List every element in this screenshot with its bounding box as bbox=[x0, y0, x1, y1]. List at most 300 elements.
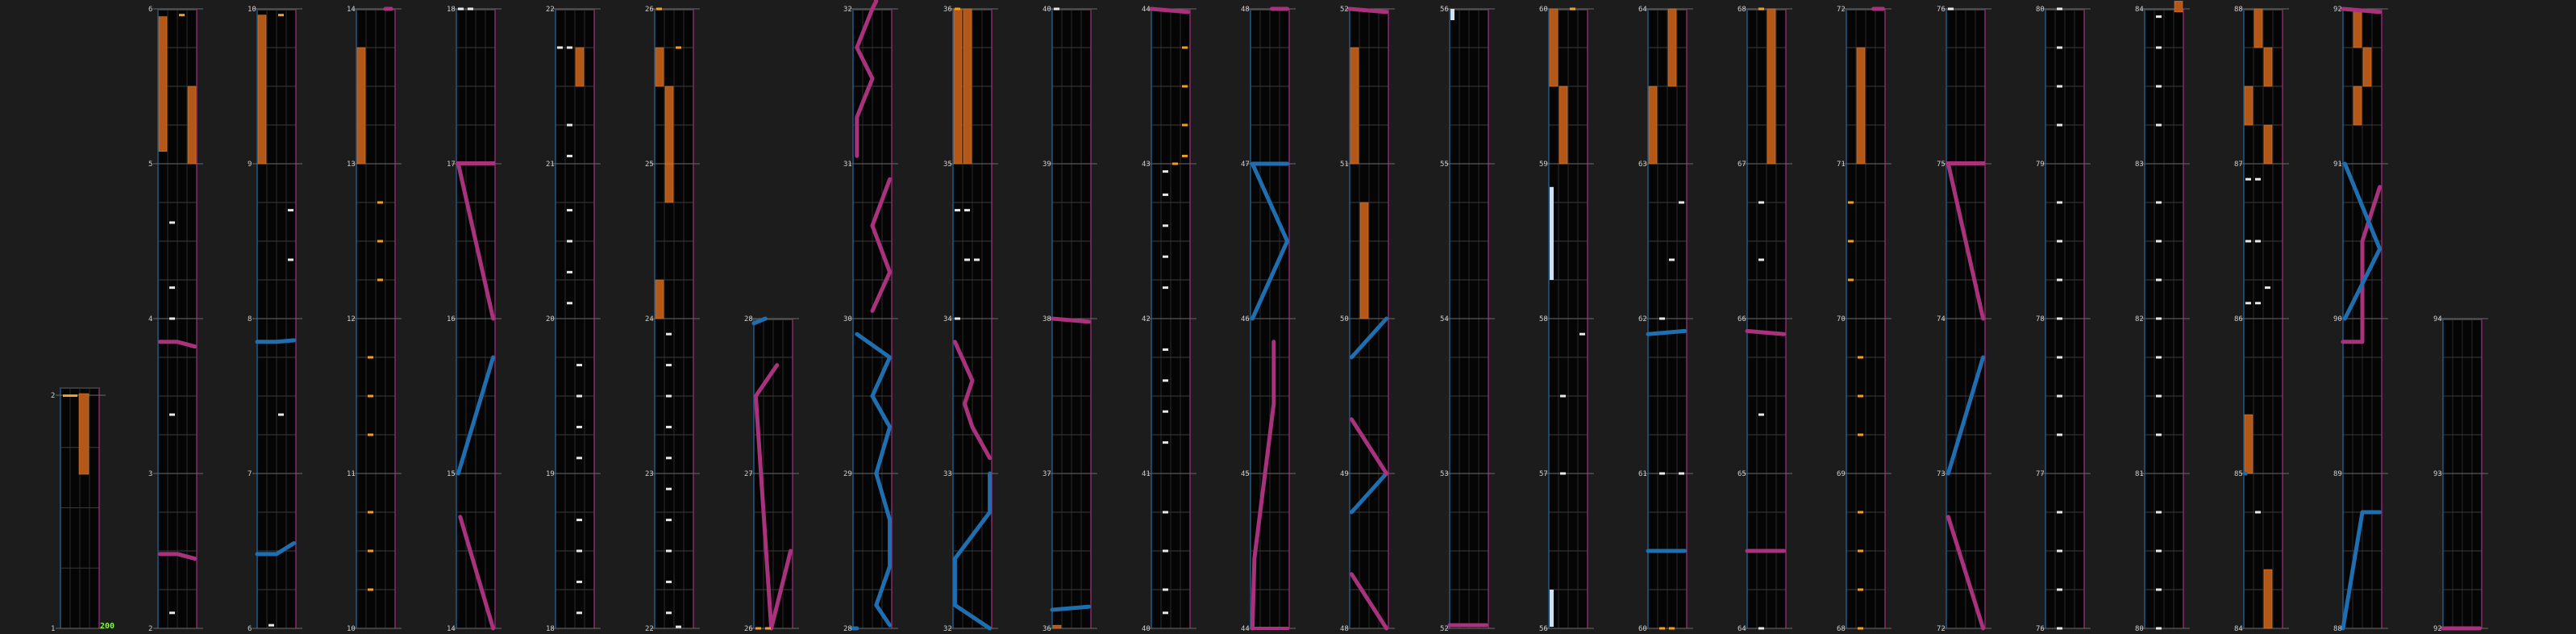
tap-note bbox=[368, 511, 373, 514]
tap-note bbox=[1579, 333, 1585, 336]
tap-note bbox=[2156, 550, 2162, 553]
tap-note bbox=[676, 626, 681, 628]
measure-number: 37 bbox=[1042, 470, 1051, 478]
hold-note bbox=[665, 164, 673, 202]
tap-note bbox=[1570, 8, 1575, 10]
tap-note bbox=[567, 155, 572, 157]
measure-number: 80 bbox=[2036, 6, 2045, 14]
lane-column bbox=[749, 319, 799, 628]
tap-note bbox=[2057, 8, 2062, 10]
tap-note bbox=[2057, 124, 2062, 127]
measure-number: 23 bbox=[645, 470, 654, 478]
tap-note bbox=[278, 414, 284, 416]
tap-note bbox=[2057, 47, 2062, 49]
tap-note bbox=[2156, 202, 2162, 204]
tap-note bbox=[2057, 589, 2062, 591]
tap-note bbox=[1858, 434, 1863, 436]
measure-number: 17 bbox=[447, 161, 456, 169]
lane-top-edge bbox=[60, 387, 99, 389]
tap-note bbox=[1054, 8, 1059, 10]
measure-number: 63 bbox=[1638, 161, 1647, 169]
hold-note bbox=[2254, 9, 2262, 48]
measure-number: 40 bbox=[1142, 625, 1151, 633]
measure-number: 10 bbox=[347, 625, 356, 633]
measure-number: 71 bbox=[1837, 161, 1846, 169]
tap-note bbox=[2156, 511, 2162, 514]
measure-number: 69 bbox=[1837, 470, 1846, 478]
measure-number: 57 bbox=[1539, 470, 1548, 478]
tap-note bbox=[666, 581, 672, 583]
measure-number: 2 bbox=[148, 625, 153, 633]
hold-note bbox=[1350, 48, 1359, 164]
measure-number: 8 bbox=[248, 315, 252, 323]
tap-note bbox=[1758, 259, 1764, 261]
tap-note bbox=[955, 318, 960, 320]
measure-number: 66 bbox=[1737, 315, 1746, 323]
tap-note bbox=[576, 550, 582, 553]
lane-column bbox=[1445, 9, 1495, 628]
tap-note bbox=[2255, 511, 2261, 514]
tap-note bbox=[666, 395, 672, 398]
tap-note bbox=[567, 47, 572, 49]
measure-number: 68 bbox=[1837, 625, 1846, 633]
tap-note bbox=[666, 457, 672, 459]
hold-note bbox=[1053, 625, 1061, 628]
measure-number: 82 bbox=[2135, 315, 2144, 323]
tap-note bbox=[576, 426, 582, 428]
tap-note bbox=[666, 364, 672, 366]
measure-number: 93 bbox=[2433, 470, 2442, 478]
measure-number: 43 bbox=[1142, 161, 1151, 169]
measure-number: 39 bbox=[1042, 161, 1051, 169]
hold-note bbox=[2264, 125, 2272, 164]
measure-number: 26 bbox=[645, 6, 654, 14]
lane-column bbox=[2438, 319, 2488, 628]
tap-note bbox=[974, 259, 980, 261]
measure-number: 67 bbox=[1737, 161, 1746, 169]
tap-note bbox=[368, 357, 373, 359]
tap-note bbox=[576, 611, 582, 614]
lane-column bbox=[2041, 9, 2091, 628]
hold-note bbox=[1559, 86, 1567, 164]
measure-number: 94 bbox=[2433, 315, 2442, 323]
tap-note bbox=[576, 581, 582, 583]
measure-number: 12 bbox=[347, 315, 356, 323]
tap-note bbox=[1560, 473, 1566, 475]
hold-note bbox=[1360, 202, 1368, 319]
tap-note bbox=[1679, 473, 1684, 475]
lane-column bbox=[1544, 9, 1594, 628]
tap-note bbox=[964, 259, 970, 261]
tap-note bbox=[676, 47, 681, 49]
measure-number: 28 bbox=[744, 315, 753, 323]
long-note bbox=[1550, 187, 1554, 280]
tap-note bbox=[2057, 628, 2062, 630]
tap-note bbox=[169, 286, 175, 289]
hold-note bbox=[963, 9, 972, 164]
tap-note bbox=[2156, 47, 2162, 49]
measure-number: 54 bbox=[1440, 315, 1449, 323]
measure-number: 88 bbox=[2234, 6, 2243, 14]
hold-note bbox=[357, 48, 365, 164]
measure-number: 85 bbox=[2234, 470, 2243, 478]
tap-note bbox=[1163, 611, 1168, 614]
tap-note bbox=[2057, 202, 2062, 204]
tap-note bbox=[1163, 441, 1168, 444]
measure-number: 80 bbox=[2135, 625, 2144, 633]
hold-note bbox=[159, 17, 167, 152]
tap-note bbox=[964, 209, 970, 211]
measure-number: 7 bbox=[248, 470, 252, 478]
measure-number: 49 bbox=[1340, 470, 1349, 478]
measure-number: 90 bbox=[2333, 315, 2342, 323]
measure-number: 51 bbox=[1340, 161, 1349, 169]
tap-note bbox=[1163, 256, 1168, 258]
tap-note bbox=[2156, 240, 2162, 243]
tap-note bbox=[1163, 411, 1168, 413]
measure-number: 42 bbox=[1142, 315, 1151, 323]
measure-number: 74 bbox=[1937, 315, 1946, 323]
slide-path bbox=[1946, 161, 1985, 165]
measure-number: 62 bbox=[1638, 315, 1647, 323]
measure-number: 29 bbox=[843, 470, 852, 478]
tap-note bbox=[666, 426, 672, 428]
tap-note bbox=[1659, 318, 1665, 320]
measure-number: 87 bbox=[2234, 161, 2243, 169]
tap-note bbox=[1858, 550, 1863, 553]
hold-note bbox=[2353, 9, 2362, 48]
measure-number: 35 bbox=[943, 161, 952, 169]
tap-note bbox=[288, 209, 293, 211]
tap-note bbox=[1858, 511, 1863, 514]
tap-note bbox=[1560, 395, 1566, 398]
hold-note bbox=[2245, 86, 2253, 125]
slide-path bbox=[1251, 627, 1289, 630]
tap-note bbox=[1948, 8, 1954, 10]
measure-number: 81 bbox=[2135, 470, 2144, 478]
tap-note bbox=[1858, 628, 1863, 630]
measure-number: 58 bbox=[1539, 315, 1548, 323]
measure-number: 76 bbox=[2036, 625, 2045, 633]
measure-number: 92 bbox=[2333, 6, 2342, 14]
hold-note bbox=[2245, 415, 2253, 473]
tap-note bbox=[1758, 414, 1764, 416]
tap-note bbox=[2057, 318, 2062, 320]
tap-note bbox=[666, 611, 672, 614]
measure-number: 88 bbox=[2333, 625, 2342, 633]
measure-number: 56 bbox=[1539, 625, 1548, 633]
tap-note bbox=[2156, 279, 2162, 282]
lane-column bbox=[551, 9, 601, 628]
tap-note bbox=[1848, 240, 1854, 243]
tap-note bbox=[468, 8, 473, 10]
measure-number: 2 bbox=[51, 392, 56, 400]
measure-number: 64 bbox=[1638, 6, 1647, 14]
hold-note bbox=[2264, 569, 2272, 628]
measure-number: 55 bbox=[1440, 161, 1449, 169]
measure-number: 33 bbox=[943, 470, 952, 478]
measure-number: 22 bbox=[546, 6, 555, 14]
tap-note bbox=[1679, 202, 1684, 204]
measure-number: 10 bbox=[248, 6, 256, 14]
measure-number: 48 bbox=[1241, 6, 1250, 14]
tap-note bbox=[1163, 170, 1168, 173]
tap-note bbox=[1163, 194, 1168, 196]
tap-note bbox=[2245, 302, 2251, 304]
measure-number: 32 bbox=[943, 625, 952, 633]
hold-note bbox=[1857, 48, 1865, 164]
measure-number: 68 bbox=[1737, 6, 1746, 14]
tap-note bbox=[2156, 589, 2162, 591]
tap-note bbox=[2156, 124, 2162, 127]
tap-note bbox=[2057, 511, 2062, 514]
measure-number: 36 bbox=[1042, 625, 1051, 633]
measure-number: 40 bbox=[1042, 6, 1051, 14]
measure-number: 65 bbox=[1737, 470, 1746, 478]
tap-note bbox=[2156, 434, 2162, 436]
tap-note bbox=[765, 628, 771, 630]
tap-note bbox=[179, 14, 185, 16]
slide-path bbox=[456, 161, 495, 165]
measure-number: 61 bbox=[1638, 470, 1647, 478]
tap-note bbox=[2156, 357, 2162, 359]
lane-column bbox=[1841, 9, 1891, 628]
tap-note bbox=[1172, 163, 1178, 165]
measure-number: 44 bbox=[1241, 625, 1250, 633]
tap-note bbox=[377, 202, 383, 204]
tap-note bbox=[576, 364, 582, 366]
measure-number: 89 bbox=[2333, 470, 2342, 478]
hold-note bbox=[188, 86, 196, 164]
tap-note bbox=[1163, 589, 1168, 591]
measure-number: 41 bbox=[1142, 470, 1151, 478]
measure-number: 48 bbox=[1340, 625, 1349, 633]
tap-note bbox=[567, 271, 572, 273]
measure-number: 19 bbox=[546, 470, 555, 478]
tap-note bbox=[567, 240, 572, 243]
tap-note bbox=[2156, 395, 2162, 398]
hold-note bbox=[1767, 9, 1775, 164]
measure-number: 75 bbox=[1937, 161, 1946, 169]
tap-note bbox=[1163, 511, 1168, 514]
measure-number: 31 bbox=[843, 161, 852, 169]
tap-note bbox=[2245, 240, 2251, 243]
measure-number: 50 bbox=[1340, 315, 1349, 323]
tap-note bbox=[1182, 155, 1188, 157]
measure-number: 28 bbox=[843, 625, 852, 633]
measure-number: 38 bbox=[1042, 315, 1051, 323]
measure-number: 47 bbox=[1241, 161, 1250, 169]
tap-note bbox=[666, 519, 672, 521]
measure-number: 76 bbox=[1937, 6, 1946, 14]
tap-note bbox=[368, 395, 373, 398]
measure-number: 14 bbox=[447, 625, 456, 633]
tap-note bbox=[1858, 395, 1863, 398]
measure-number: 46 bbox=[1241, 315, 1250, 323]
tap-note bbox=[169, 318, 175, 320]
tap-note bbox=[2156, 318, 2162, 320]
measure-number: 56 bbox=[1440, 6, 1449, 14]
measure-number: 53 bbox=[1440, 470, 1449, 478]
tap-note bbox=[666, 333, 672, 336]
tap-note bbox=[955, 8, 960, 10]
measure-number: 16 bbox=[447, 315, 456, 323]
tap-note bbox=[1659, 628, 1665, 630]
measure-number: 36 bbox=[943, 6, 952, 14]
hold-note bbox=[1668, 9, 1676, 86]
tap-note bbox=[1858, 357, 1863, 359]
measure-number: 91 bbox=[2333, 161, 2342, 169]
tap-note bbox=[755, 628, 761, 630]
tap-note bbox=[368, 589, 373, 591]
tap-note bbox=[1163, 286, 1168, 289]
measure-number: 73 bbox=[1937, 470, 1946, 478]
measure-number: 45 bbox=[1241, 470, 1250, 478]
tap-note bbox=[1758, 202, 1764, 204]
tap-note bbox=[377, 240, 383, 243]
tap-note bbox=[1182, 124, 1188, 127]
measure-number: 27 bbox=[744, 470, 753, 478]
slide-path bbox=[257, 340, 294, 342]
tap-note bbox=[576, 395, 582, 398]
measure-number: 64 bbox=[1737, 625, 1746, 633]
measure-number: 3 bbox=[148, 470, 153, 478]
measure-number: 77 bbox=[2036, 470, 2045, 478]
tap-note bbox=[1858, 589, 1863, 591]
tap-note bbox=[2255, 178, 2261, 181]
measure-number: 25 bbox=[645, 161, 654, 169]
measure-number: 13 bbox=[347, 161, 356, 169]
measure-number: 60 bbox=[1638, 625, 1647, 633]
tap-note bbox=[2156, 15, 2162, 18]
measure-number: 20 bbox=[546, 315, 555, 323]
measure-number: 72 bbox=[1937, 625, 1946, 633]
hold-note bbox=[954, 9, 962, 164]
measure-number: 4 bbox=[148, 315, 153, 323]
tap-note bbox=[557, 47, 563, 49]
measure-number: 5 bbox=[148, 161, 153, 169]
hold-note bbox=[2363, 48, 2371, 86]
measure-number: 52 bbox=[1340, 6, 1349, 14]
measure-number: 9 bbox=[248, 161, 252, 169]
measure-number: 34 bbox=[943, 315, 952, 323]
measure-number: 84 bbox=[2234, 625, 2243, 633]
tap-note bbox=[1163, 348, 1168, 351]
measure-number: 86 bbox=[2234, 315, 2243, 323]
tap-note bbox=[567, 124, 572, 127]
tap-note bbox=[576, 519, 582, 521]
tap-note bbox=[1758, 628, 1764, 630]
measure-number: 32 bbox=[843, 6, 852, 14]
tap-note bbox=[2156, 628, 2162, 630]
tap-note bbox=[666, 550, 672, 553]
measure-number: 21 bbox=[546, 161, 555, 169]
measure-number: 44 bbox=[1142, 6, 1151, 14]
tap-note bbox=[63, 394, 77, 397]
measure-number: 79 bbox=[2036, 161, 2045, 169]
tap-note bbox=[2255, 240, 2261, 243]
measure-number: 14 bbox=[347, 6, 356, 14]
measure-number: 6 bbox=[248, 625, 252, 633]
tap-note bbox=[576, 457, 582, 459]
tap-note bbox=[1669, 259, 1675, 261]
tap-note bbox=[288, 259, 293, 261]
measure-number: 15 bbox=[447, 470, 456, 478]
measure-number: 26 bbox=[744, 625, 753, 633]
measure-number: 83 bbox=[2135, 161, 2144, 169]
measure-number: 24 bbox=[645, 315, 654, 323]
tap-note bbox=[377, 279, 383, 282]
hold-note bbox=[2353, 86, 2362, 125]
tap-note bbox=[2057, 395, 2062, 398]
long-note bbox=[1550, 590, 1554, 627]
tap-note bbox=[1659, 473, 1665, 475]
tap-note bbox=[278, 14, 284, 16]
tap-note bbox=[2057, 240, 2062, 243]
measure-number: 22 bbox=[645, 625, 654, 633]
tap-note bbox=[1163, 550, 1168, 553]
tap-note bbox=[2057, 86, 2062, 88]
tap-note bbox=[1848, 202, 1854, 204]
tap-note bbox=[1163, 224, 1168, 227]
tap-note bbox=[2057, 357, 2062, 359]
measure-number: 11 bbox=[347, 470, 356, 478]
measure-number: 18 bbox=[447, 6, 456, 14]
measure-number: 84 bbox=[2135, 6, 2144, 14]
hold-note bbox=[1649, 86, 1657, 164]
tap-note bbox=[458, 8, 464, 10]
tap-note bbox=[2156, 86, 2162, 88]
tap-note bbox=[1669, 628, 1675, 630]
tap-note bbox=[368, 550, 373, 553]
measure-number: 52 bbox=[1440, 625, 1449, 633]
tap-note bbox=[169, 611, 175, 614]
hold-note bbox=[2174, 1, 2183, 11]
hold-note bbox=[655, 280, 664, 319]
tap-note bbox=[169, 414, 175, 416]
measure-number: 59 bbox=[1539, 161, 1548, 169]
measure-number: 1 bbox=[51, 625, 56, 633]
tap-note bbox=[169, 221, 175, 223]
tap-note bbox=[2057, 279, 2062, 282]
combo-counter: 200 bbox=[100, 622, 115, 631]
hold-note bbox=[665, 86, 673, 164]
tap-note bbox=[2255, 302, 2261, 304]
measure-number: 92 bbox=[2433, 625, 2442, 633]
tap-note bbox=[567, 209, 572, 211]
lane-column bbox=[1147, 9, 1196, 628]
tap-note bbox=[368, 434, 373, 436]
long-note bbox=[1450, 9, 1454, 20]
measure-number: 60 bbox=[1539, 6, 1548, 14]
tap-note bbox=[1182, 47, 1188, 49]
measure-number: 70 bbox=[1837, 315, 1846, 323]
tap-note bbox=[1848, 279, 1854, 282]
tap-note bbox=[955, 209, 960, 211]
tap-note bbox=[1758, 8, 1764, 10]
hold-note bbox=[576, 48, 584, 86]
tap-note bbox=[656, 8, 662, 10]
hold-note bbox=[2264, 48, 2272, 86]
tap-note bbox=[1182, 86, 1188, 88]
tap-note bbox=[2057, 434, 2062, 436]
hold-note bbox=[79, 394, 89, 474]
tap-note bbox=[2057, 550, 2062, 553]
measure-number: 30 bbox=[843, 315, 852, 323]
hold-note bbox=[1550, 9, 1558, 86]
tap-note bbox=[1163, 379, 1168, 382]
measure-number: 78 bbox=[2036, 315, 2045, 323]
